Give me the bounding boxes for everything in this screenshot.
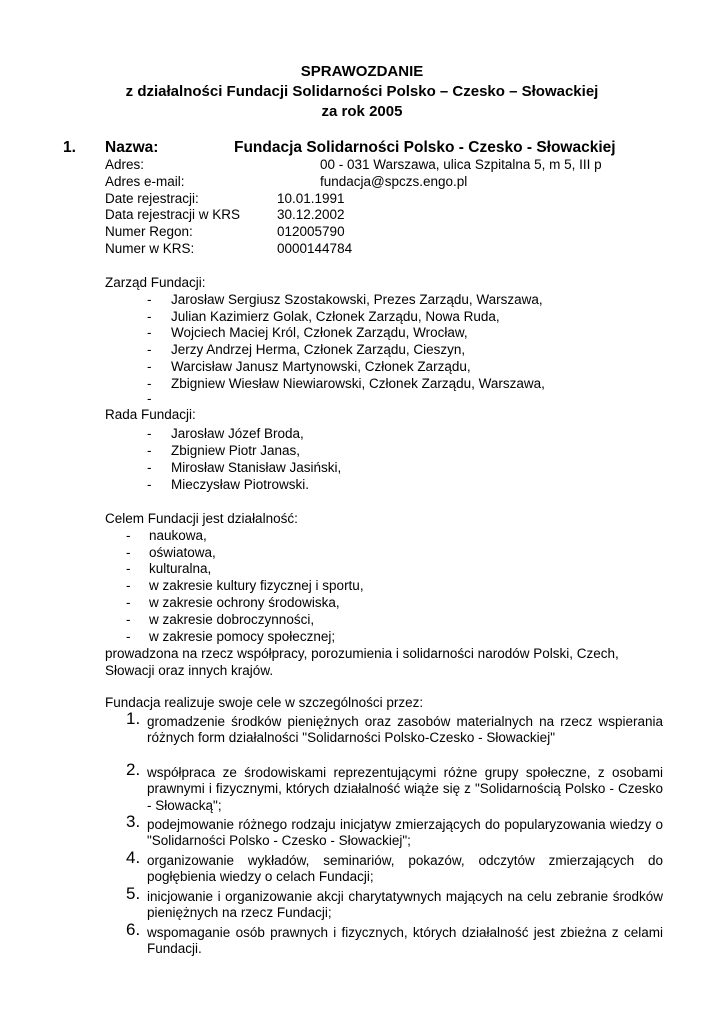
list-number: 4. bbox=[126, 848, 141, 867]
list-bullet: - bbox=[147, 292, 152, 307]
list-bullet: - bbox=[126, 612, 131, 627]
council-member: Zbigniew Piotr Janas, bbox=[171, 443, 301, 458]
field-value: fundacja@spczs.engo.pl bbox=[320, 174, 468, 189]
goal-item: w zakresie kultury fizycznej i sportu, bbox=[149, 578, 364, 593]
list-bullet: - bbox=[147, 376, 152, 391]
board-member: Warcisław Janusz Martynowski, Członek Zarządu, bbox=[171, 359, 471, 374]
list-bullet: - bbox=[147, 359, 152, 374]
board-member: Wojciech Maciej Król, Członek Zarządu, Wrocław, bbox=[171, 325, 468, 340]
board-heading: Zarząd Fundacji: bbox=[105, 275, 206, 290]
field-label: Date rejestracji: bbox=[105, 191, 199, 206]
activities-heading: Fundacja realizuje swoje cele w szczególności przez: bbox=[105, 695, 424, 710]
list-number: 6. bbox=[126, 920, 141, 939]
list-bullet: - bbox=[126, 561, 131, 576]
document-title: SPRAWOZDANIE bbox=[300, 63, 424, 80]
list-bullet: - bbox=[126, 595, 131, 610]
council-member: Mieczysław Piotrowski. bbox=[171, 477, 310, 492]
list-bullet: - bbox=[147, 460, 152, 475]
goal-item: naukowa, bbox=[149, 528, 207, 543]
field-label: Adres e-mail: bbox=[105, 174, 185, 189]
activity-item: wspomaganie osób prawnych i fizycznych, których działalność jest zbieżna z celami Fundacji. bbox=[147, 925, 663, 957]
list-number: 3. bbox=[126, 812, 141, 831]
goals-heading: Celem Fundacji jest działalność: bbox=[105, 511, 298, 526]
board-member: Jarosław Sergiusz Szostakowski, Prezes Zarządu, Warszawa, bbox=[171, 292, 543, 307]
activity-item: współpraca ze środowiskami reprezentującymi różne grupy społeczne, z osobami prawnymi i fizycznymi, których działalność wiąże się z "Solidarnością Polsko - Czesko - Słowacką"; bbox=[147, 765, 663, 813]
list-bullet: - bbox=[147, 443, 152, 458]
activity-item: inicjowanie i organizowanie akcji charytatywnych mających na celu zebranie środków pieniężnych na rzecz Fundacji; bbox=[147, 889, 663, 921]
field-label: Data rejestracji w KRS bbox=[105, 207, 241, 222]
council-heading: Rada Fundacji: bbox=[105, 407, 196, 422]
list-bullet: - bbox=[147, 391, 152, 406]
name-value: Fundacja Solidarności Polsko - Czesko - Słowackiej bbox=[234, 139, 616, 156]
board-member: Julian Kazimierz Golak, Członek Zarządu, Nowa Ruda, bbox=[171, 309, 500, 324]
document-subtitle: z działalności Fundacji Solidarności Polsko – Czesko – Słowackiej bbox=[125, 83, 599, 100]
list-bullet: - bbox=[126, 629, 131, 644]
field-label: Numer w KRS: bbox=[105, 241, 195, 256]
list-bullet: - bbox=[126, 545, 131, 560]
list-bullet: - bbox=[147, 342, 152, 357]
board-member: Jerzy Andrzej Herma, Członek Zarządu, Cieszyn, bbox=[171, 342, 466, 357]
field-value: 30.12.2002 bbox=[277, 207, 345, 222]
goal-item: w zakresie pomocy społecznej; bbox=[149, 629, 336, 644]
activity-item: gromadzenie środków pieniężnych oraz zasobów materialnych na rzecz wspierania różnych form działalności "Solidarności Polsko-Czesko - Słowackiej" bbox=[147, 714, 663, 746]
list-number: 1. bbox=[126, 709, 141, 728]
goal-item: w zakresie dobroczynności, bbox=[149, 612, 315, 627]
name-label: Nazwa: bbox=[105, 139, 159, 156]
list-bullet: - bbox=[126, 578, 131, 593]
section-number: 1. bbox=[63, 139, 76, 156]
field-value: 0000144784 bbox=[277, 241, 353, 256]
field-value: 00 - 031 Warszawa, ulica Szpitalna 5, m 5, III p bbox=[320, 157, 602, 172]
activity-item: podejmowanie różnego rodzaju inicjatyw zmierzających do popularyzowania wiedzy o "Solidarności Polsko - Czesko - Słowackiej"; bbox=[147, 817, 663, 849]
activity-item: organizowanie wykładów, seminariów, pokazów, odczytów zmierzających do pogłębienia wiedzy o celach Fundacji; bbox=[147, 853, 663, 885]
field-value: 10.01.1991 bbox=[277, 191, 345, 206]
list-bullet: - bbox=[147, 325, 152, 340]
field-label: Adres: bbox=[105, 157, 145, 172]
list-number: 2. bbox=[126, 760, 141, 779]
list-number: 5. bbox=[126, 884, 141, 903]
goal-item: kulturalna, bbox=[149, 561, 212, 576]
list-bullet: - bbox=[147, 477, 152, 492]
list-bullet: - bbox=[147, 426, 152, 441]
list-bullet: - bbox=[126, 528, 131, 543]
goals-summary: prowadzona na rzecz współpracy, porozumienia i solidarności narodów Polski, Czech, Słowacji oraz innych krajów. bbox=[105, 646, 619, 678]
list-bullet: - bbox=[147, 309, 152, 324]
council-member: Jarosław Józef Broda, bbox=[171, 426, 304, 441]
field-value: 012005790 bbox=[277, 224, 345, 239]
goal-item: oświatowa, bbox=[149, 545, 216, 560]
board-member: Zbigniew Wiesław Niewiarowski, Członek Zarządu, Warszawa, bbox=[171, 376, 545, 391]
document-year: za rok 2005 bbox=[321, 103, 403, 120]
council-member: Mirosław Stanisław Jasiński, bbox=[171, 460, 342, 475]
goal-item: w zakresie ochrony środowiska, bbox=[149, 595, 340, 610]
field-label: Numer Regon: bbox=[105, 224, 193, 239]
